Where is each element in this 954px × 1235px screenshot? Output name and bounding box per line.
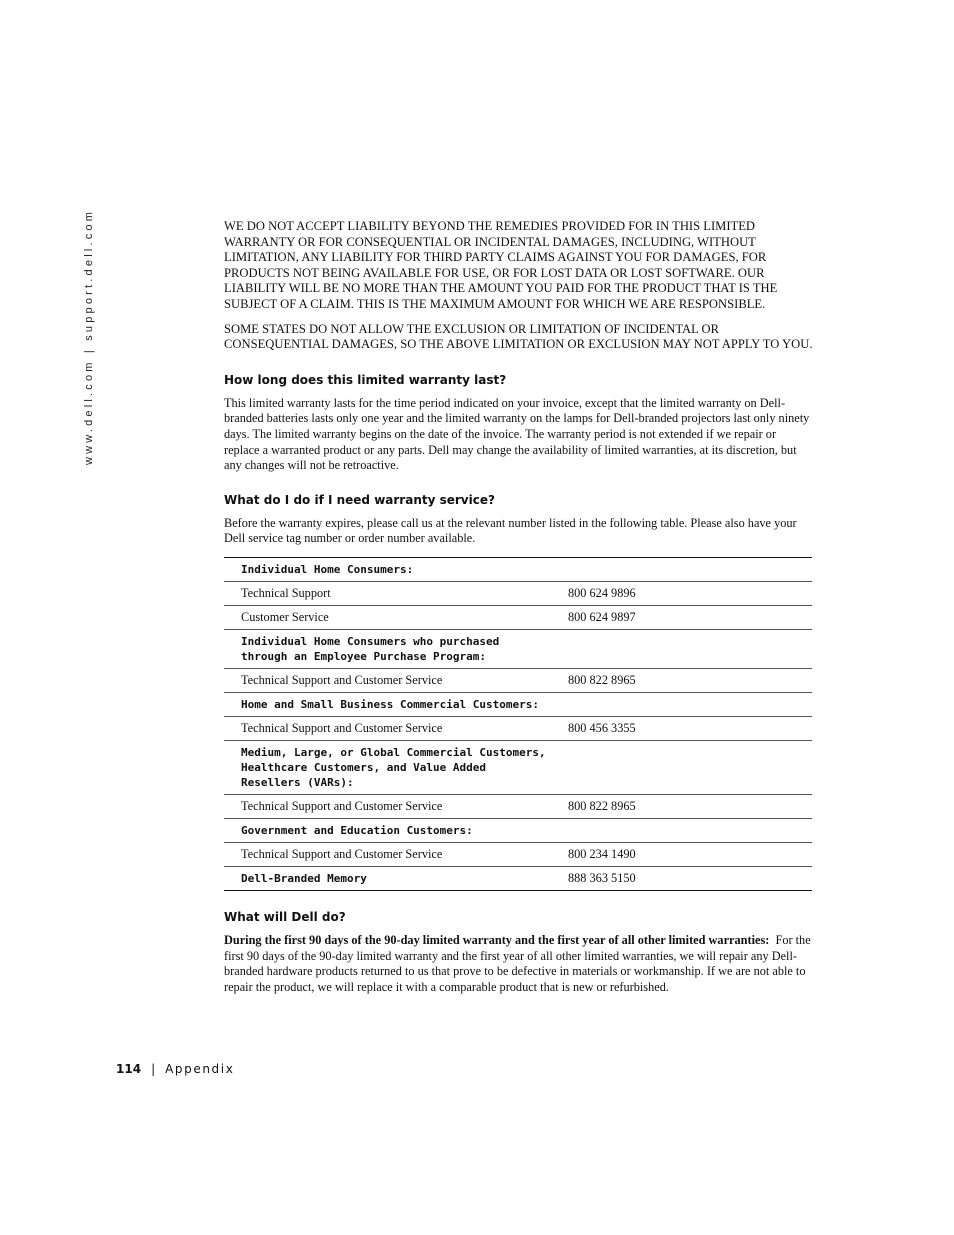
table-row [224, 605, 812, 629]
customer-category: Individual Home Consumers: [241, 562, 414, 576]
table-row [224, 581, 812, 605]
page-number: 114 [116, 1062, 142, 1076]
phone-number [546, 557, 812, 581]
footer-separator: | [151, 1062, 156, 1076]
customer-category: Dell-Branded Memory [241, 871, 367, 885]
service-type: Technical Support [241, 585, 331, 600]
phone-number: 800 624 9896 [568, 585, 636, 600]
warranty-service-text: Before the warranty expires, please call us at the relevant number listed in the following table. Please also have your Dell service tag number or order number available. [224, 515, 797, 546]
table-header-row [224, 740, 812, 794]
page-footer [116, 1062, 234, 1076]
phone-number: 800 822 8965 [568, 798, 636, 813]
heading-warranty-duration: How long does this limited warranty last? [224, 372, 507, 387]
table-header-row [224, 692, 812, 716]
table-row [224, 668, 812, 692]
page-content [224, 219, 814, 995]
table-header-row [224, 629, 812, 668]
phone-number [546, 740, 812, 794]
phone-number: 800 624 9897 [568, 609, 636, 624]
table-header-row [224, 866, 812, 890]
phone-number [546, 629, 812, 668]
customer-category: Home and Small Business Commercial Customers: [241, 697, 540, 711]
service-type: Technical Support and Customer Service [241, 720, 443, 735]
legal-paragraph-1: WE DO NOT ACCEPT LIABILITY BEYOND THE REMEDIES PROVIDED FOR IN THIS LIMITED WARRANTY OR FOR CONSEQUENTIAL OR INCIDENTAL DAMAGES, INCLUDING, WITHOUT LIMITATION, ANY LIABILITY FOR THIRD PARTY CLAIMS AGAINST YOU FOR DAMAGES, FOR PRODUCTS NOT BEING AVAILABLE FOR USE, OR FOR LOST DATA OR LOST SOFTWARE. OUR LIABILITY WILL BE NO MORE THAN THE AMOUNT YOU PAID FOR THE PRODUCT THAT IS THE SUBJECT OF A CLAIM. THIS IS THE MAXIMUM AMOUNT FOR WHICH WE ARE RESPONSIBLE. [224, 219, 778, 311]
customer-category: Individual Home Consumers who purchased through an Employee Purchase Program: [241, 634, 500, 663]
phone-number [546, 692, 812, 716]
what-dell-will-do-body: For the first 90 days of the 90-day limited warranty and the first year of all other limited warranties, we will repair any Dell-branded hardware products returned to us that prove to be defective in materials or workmanship. If we are not able to repair the product, we will replace it with a comparable product that is new or refurbished. [224, 932, 811, 994]
service-type: Technical Support and Customer Service [241, 846, 443, 861]
table-header-row [224, 818, 812, 842]
warranty-duration-text: This limited warranty lasts for the time period indicated on your invoice, except that the limited warranty on Dell-branded batteries lasts only one year and the limited warranty on the lamps for Dell-branded projectors last only ninety days. The limited warranty begins on the date of the invoice. The warranty period is not extended if we repair or replace a warranted product or any parts. Dell may change the availability of limited warranties, at its discretion, but any changes will not be retroactive. [224, 395, 810, 473]
heading-warranty-service: What do I do if I need warranty service? [224, 492, 495, 507]
footer-section-label: Appendix [165, 1062, 235, 1076]
table-header-row [224, 557, 812, 581]
phone-number: 800 234 1490 [568, 846, 636, 861]
table-row [224, 794, 812, 818]
phone-number: 800 456 3355 [568, 720, 636, 735]
service-type: Customer Service [241, 609, 329, 624]
phone-number: 800 822 8965 [568, 672, 636, 687]
table-row [224, 842, 812, 866]
side-url-text: www.dell.com | support.dell.com [83, 208, 95, 465]
legal-paragraph-2: SOME STATES DO NOT ALLOW THE EXCLUSION OR LIMITATION OF INCIDENTAL OR CONSEQUENTIAL DAMAGES, SO THE ABOVE LIMITATION OR EXCLUSION MAY NOT APPLY TO YOU. [224, 321, 813, 352]
phone-number: 888 363 5150 [568, 870, 636, 885]
service-type: Technical Support and Customer Service [241, 798, 443, 813]
lead-in-text: During the first 90 days of the 90-day limited warranty and the first year of all other limited warranties: [224, 932, 770, 947]
phone-number [546, 818, 812, 842]
customer-category: Government and Education Customers: [241, 823, 473, 837]
service-phone-table [224, 557, 812, 891]
customer-category: Medium, Large, or Global Commercial Customers, Healthcare Customers, and Value Added Resellers (VARs): [241, 745, 546, 789]
what-dell-will-do-text [224, 933, 814, 995]
service-type: Technical Support and Customer Service [241, 672, 443, 687]
table-row [224, 716, 812, 740]
heading-what-dell-will-do: What will Dell do? [224, 909, 346, 924]
